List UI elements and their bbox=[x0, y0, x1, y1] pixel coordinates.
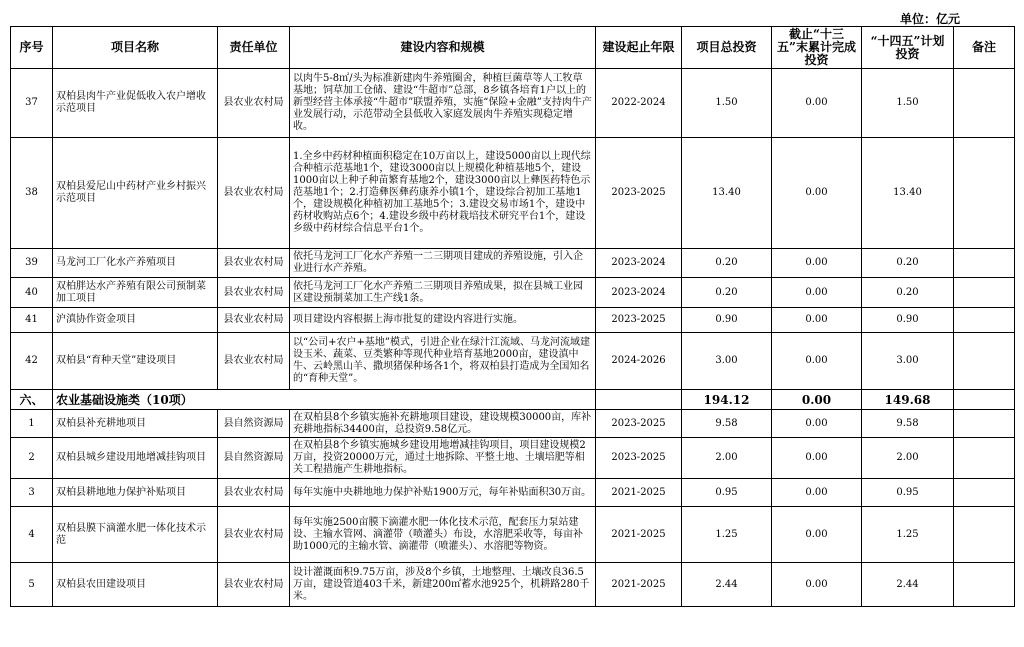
header-unit: 责任单位 bbox=[218, 27, 290, 69]
cell-no: 1 bbox=[11, 410, 53, 438]
cell-desc: 依托马龙河工厂化水产养殖一二三期项目建成的养殖设施，引入企业进行水产养殖。 bbox=[290, 249, 596, 278]
cell-name: 沪滇协作资金项目 bbox=[53, 308, 218, 333]
cell-no: 42 bbox=[11, 333, 53, 390]
cell-done: 0.00 bbox=[772, 333, 862, 390]
section-note bbox=[954, 390, 1015, 410]
section-years bbox=[596, 390, 682, 410]
cell-years: 2022-2024 bbox=[596, 69, 682, 138]
cell-years: 2021-2025 bbox=[596, 507, 682, 563]
cell-unit: 县农业农村局 bbox=[218, 479, 290, 507]
cell-note bbox=[954, 410, 1015, 438]
cell-note bbox=[954, 438, 1015, 479]
section-row bbox=[11, 390, 1015, 410]
cell-total: 3.00 bbox=[682, 333, 772, 390]
cell-plan: 0.90 bbox=[862, 308, 954, 333]
header-total: 项目总投资 bbox=[682, 27, 772, 69]
cell-plan: 3.00 bbox=[862, 333, 954, 390]
header-name: 项目名称 bbox=[53, 27, 218, 69]
cell-name: 双柏县农田建设项目 bbox=[53, 563, 218, 607]
cell-years: 2024-2026 bbox=[596, 333, 682, 390]
table-row bbox=[11, 308, 1015, 333]
cell-no: 4 bbox=[11, 507, 53, 563]
section-done: 0.00 bbox=[772, 390, 862, 410]
cell-plan: 0.20 bbox=[862, 278, 954, 308]
cell-done: 0.00 bbox=[772, 563, 862, 607]
cell-years: 2023-2025 bbox=[596, 308, 682, 333]
cell-unit: 县农业农村局 bbox=[218, 507, 290, 563]
cell-total: 0.90 bbox=[682, 308, 772, 333]
cell-unit: 县农业农村局 bbox=[218, 138, 290, 249]
cell-total: 1.50 bbox=[682, 69, 772, 138]
cell-plan: 2.00 bbox=[862, 438, 954, 479]
table-row bbox=[11, 249, 1015, 278]
cell-desc: 依托马龙河工厂化水产养殖二三期项目养殖成果，拟在县城工业园区建设预制菜加工生产线1条。 bbox=[290, 278, 596, 308]
unit-label: 单位：亿元 bbox=[899, 12, 960, 26]
cell-note bbox=[954, 563, 1015, 607]
cell-done: 0.00 bbox=[772, 410, 862, 438]
cell-no: 2 bbox=[11, 438, 53, 479]
cell-years: 2023-2024 bbox=[596, 249, 682, 278]
cell-total: 13.40 bbox=[682, 138, 772, 249]
cell-desc: 1.全乡中药材种植面积稳定在10万亩以上，建设5000亩以上现代综合种植示范基地1个，建设3000亩以上规模化种植基地5个，建设1000亩以上种子种苗繁育基地2个，建设3000亩以上彝医药特色示范基地1个；2.打造彝医彝药康养小镇1个，建设综合初加工基地1个，建设规模化种植初加工基地5个；3.建设交易市场1个，建设中药材收购站点6个；4.建设乡级中药材栽培技术研究平台1个，建设乡级中药材综合信息平台1个。 bbox=[290, 138, 596, 249]
cell-years: 2023-2025 bbox=[596, 438, 682, 479]
table-row bbox=[11, 278, 1015, 308]
cell-years: 2023-2025 bbox=[596, 138, 682, 249]
cell-name: 马龙河工厂化水产养殖项目 bbox=[53, 249, 218, 278]
cell-name: 双柏县“育种天堂”建设项目 bbox=[53, 333, 218, 390]
cell-unit: 县农业农村局 bbox=[218, 278, 290, 308]
header-done: 截止“十三五”末累计完成投资 bbox=[772, 27, 862, 69]
cell-plan: 1.25 bbox=[862, 507, 954, 563]
cell-note bbox=[954, 249, 1015, 278]
cell-years: 2021-2025 bbox=[596, 563, 682, 607]
cell-years: 2021-2025 bbox=[596, 479, 682, 507]
section-name: 农业基础设施类（10项） bbox=[53, 390, 596, 410]
table-row bbox=[11, 507, 1015, 563]
cell-unit: 县农业农村局 bbox=[218, 563, 290, 607]
cell-years: 2023-2024 bbox=[596, 278, 682, 308]
cell-name: 双柏县耕地地力保护补贴项目 bbox=[53, 479, 218, 507]
cell-total: 2.44 bbox=[682, 563, 772, 607]
cell-done: 0.00 bbox=[772, 438, 862, 479]
table-row bbox=[11, 69, 1015, 138]
cell-total: 0.95 bbox=[682, 479, 772, 507]
cell-unit: 县农业农村局 bbox=[218, 333, 290, 390]
table-row bbox=[11, 438, 1015, 479]
cell-unit: 县农业农村局 bbox=[218, 249, 290, 278]
cell-note bbox=[954, 479, 1015, 507]
cell-desc: 以肉牛5-8㎡/头为标准新建肉牛养殖圈舍，种植巨菌草等人工牧草基地；饲草加工仓储、建设“牛超市”总部，8乡镇各培育1户以上的新型经营主体承接“牛超市”联盟养殖，实施“保险+金融”支持肉牛产业发展行动，示范带动全县低收入家庭发展肉牛养殖实现稳定增收。 bbox=[290, 69, 596, 138]
cell-name: 双柏县肉牛产业促低收入农户增收示范项目 bbox=[53, 69, 218, 138]
section-total: 194.12 bbox=[682, 390, 772, 410]
cell-done: 0.00 bbox=[772, 479, 862, 507]
cell-name: 双柏县爱尼山中药材产业乡村振兴示范项目 bbox=[53, 138, 218, 249]
cell-done: 0.00 bbox=[772, 249, 862, 278]
cell-done: 0.00 bbox=[772, 278, 862, 308]
cell-plan: 0.20 bbox=[862, 249, 954, 278]
cell-plan: 1.50 bbox=[862, 69, 954, 138]
cell-total: 0.20 bbox=[682, 249, 772, 278]
cell-no: 41 bbox=[11, 308, 53, 333]
cell-no: 3 bbox=[11, 479, 53, 507]
table-row bbox=[11, 410, 1015, 438]
cell-years: 2023-2025 bbox=[596, 410, 682, 438]
cell-name: 双柏胖达水产养殖有限公司预制菜加工项目 bbox=[53, 278, 218, 308]
cell-no: 5 bbox=[11, 563, 53, 607]
cell-note bbox=[954, 507, 1015, 563]
cell-desc: 在双柏县8个乡镇实施城乡建设用地增减挂钩项目，项目建设规模2万亩，投资20000万元，通过土地拆除、平整土地、土壤培肥等相关工程措施产生耕地指标。 bbox=[290, 438, 596, 479]
cell-done: 0.00 bbox=[772, 507, 862, 563]
cell-done: 0.00 bbox=[772, 138, 862, 249]
header-no: 序号 bbox=[11, 27, 53, 69]
table-row bbox=[11, 138, 1015, 249]
cell-note bbox=[954, 278, 1015, 308]
cell-no: 38 bbox=[11, 138, 53, 249]
cell-desc: 以“公司+农户+基地”模式，引进企业在绿汁江流域、马龙河流域建设玉米、蔬菜、豆类繁种等现代种业培育基地2000亩，建设滇中牛、云岭黑山羊、撒坝猪保种场各1个，将双柏县打造成为全国知名的“育种天堂”。 bbox=[290, 333, 596, 390]
cell-desc: 项目建设内容根据上海市批复的建设内容进行实施。 bbox=[290, 308, 596, 333]
header-note: 备注 bbox=[954, 27, 1015, 69]
cell-unit: 县自然资源局 bbox=[218, 410, 290, 438]
cell-plan: 0.95 bbox=[862, 479, 954, 507]
section-no: 六、 bbox=[11, 390, 53, 410]
cell-plan: 2.44 bbox=[862, 563, 954, 607]
cell-no: 39 bbox=[11, 249, 53, 278]
table-header-row bbox=[11, 27, 1015, 69]
cell-note bbox=[954, 138, 1015, 249]
table-row bbox=[11, 563, 1015, 607]
cell-desc: 每年实施中央耕地地力保护补贴1900万元，每年补贴面积30万亩。 bbox=[290, 479, 596, 507]
cell-desc: 在双柏县8个乡镇实施补充耕地项目建设，建设规模30000亩，库补充耕地指标34400亩，总投资9.58亿元。 bbox=[290, 410, 596, 438]
cell-desc: 设计灌溉面积9.75万亩，涉及8个乡镇，土地整理、土壤改良36.5万亩，建设管道403千米，新建200㎡蓄水池925个，机耕路280千米。 bbox=[290, 563, 596, 607]
cell-total: 0.20 bbox=[682, 278, 772, 308]
cell-note bbox=[954, 333, 1015, 390]
cell-name: 双柏县城乡建设用地增减挂钩项目 bbox=[53, 438, 218, 479]
cell-done: 0.00 bbox=[772, 69, 862, 138]
cell-plan: 13.40 bbox=[862, 138, 954, 249]
cell-desc: 每年实施2500亩膜下滴灌水肥一体化技术示范，配套压力泵站建设、主输水管网、滴灌带（喷灌头）布设，水溶肥采收等，每亩补助1000元的主输水管、滴灌带（喷灌头）、水溶肥等物资。 bbox=[290, 507, 596, 563]
table-row bbox=[11, 479, 1015, 507]
cell-note bbox=[954, 308, 1015, 333]
header-plan: “十四五”计划投资 bbox=[862, 27, 954, 69]
cell-total: 1.25 bbox=[682, 507, 772, 563]
cell-name: 双柏县补充耕地项目 bbox=[53, 410, 218, 438]
cell-name: 双柏县膜下滴灌水肥一体化技术示范 bbox=[53, 507, 218, 563]
header-desc: 建设内容和规模 bbox=[290, 27, 596, 69]
cell-total: 2.00 bbox=[682, 438, 772, 479]
cell-no: 40 bbox=[11, 278, 53, 308]
section-plan: 149.68 bbox=[862, 390, 954, 410]
cell-no: 37 bbox=[11, 69, 53, 138]
cell-note bbox=[954, 69, 1015, 138]
project-table bbox=[10, 26, 1015, 607]
cell-total: 9.58 bbox=[682, 410, 772, 438]
table-row bbox=[11, 333, 1015, 390]
cell-unit: 县自然资源局 bbox=[218, 438, 290, 479]
cell-done: 0.00 bbox=[772, 308, 862, 333]
cell-unit: 县农业农村局 bbox=[218, 69, 290, 138]
cell-unit: 县农业农村局 bbox=[218, 308, 290, 333]
header-years: 建设起止年限 bbox=[596, 27, 682, 69]
cell-plan: 9.58 bbox=[862, 410, 954, 438]
